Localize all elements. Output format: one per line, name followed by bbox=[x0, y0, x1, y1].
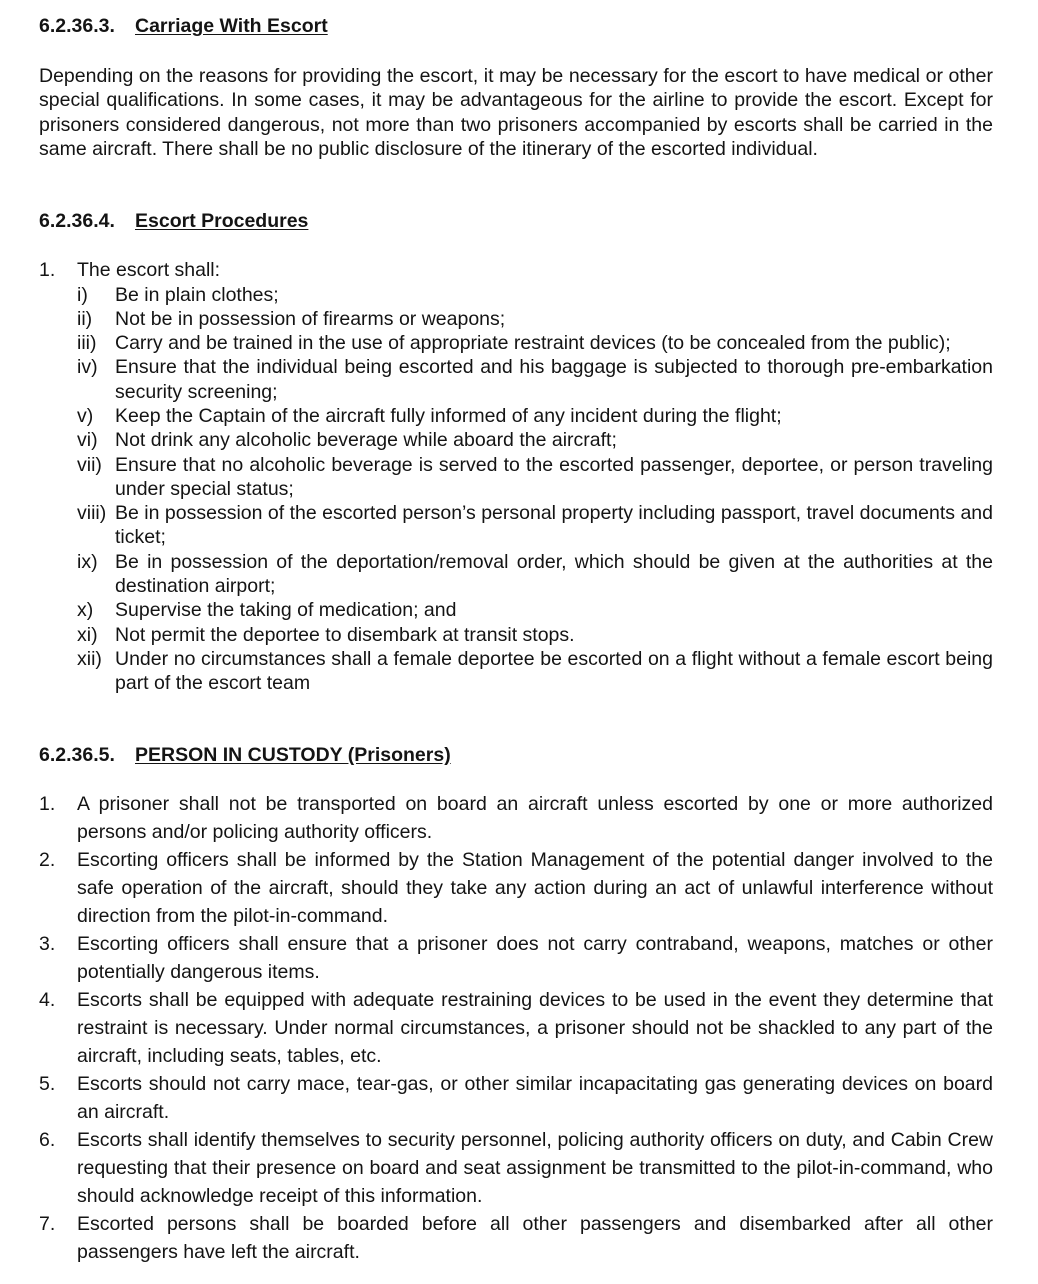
escort-requirement-item bbox=[77, 550, 993, 599]
list-item-number: ix) bbox=[77, 550, 98, 573]
list-item-number: iii) bbox=[77, 332, 97, 355]
list-item-number: iv) bbox=[77, 356, 98, 379]
escort-requirement-item bbox=[77, 647, 993, 696]
list-item-text: Escorted persons shall be boarded before all other passengers and disembarked after all other passengers have left the aircraft. bbox=[77, 1213, 993, 1263]
list-item-number: 3. bbox=[39, 933, 56, 955]
list-item-text: Be in possession of the escorted person’s personal property including passport, travel documents and ticket; bbox=[115, 502, 993, 549]
list-item-text: Supervise the taking of medication; and bbox=[115, 599, 457, 622]
section-title: Carriage With Escort bbox=[135, 15, 328, 37]
list-item-number: 2. bbox=[39, 849, 56, 871]
list-item-number: v) bbox=[77, 404, 94, 427]
custody-rules-list bbox=[39, 790, 993, 1266]
list-item-text: Not be in possession of firearms or weapons; bbox=[115, 307, 506, 330]
escort-requirement-item bbox=[77, 307, 993, 331]
list-item-text: Escorts should not carry mace, tear-gas, or other similar incapacitating gas generating devices on board an aircraft. bbox=[77, 1073, 993, 1123]
intro-text: The escort shall: bbox=[77, 259, 221, 281]
escort-requirement-item bbox=[77, 283, 993, 307]
section-title: PERSON IN CUSTODY (Prisoners) bbox=[135, 744, 451, 766]
list-item-text: Escorting officers shall ensure that a prisoner does not carry contraband, weapons, matches or other potentially dangerous items. bbox=[77, 933, 993, 983]
escort-requirement-item bbox=[77, 355, 993, 404]
list-number: 1. bbox=[39, 259, 56, 281]
list-item-number: 1. bbox=[39, 793, 56, 815]
escort-requirement-item bbox=[77, 428, 993, 452]
escort-requirement-item bbox=[77, 453, 993, 502]
section-number: 6.2.36.3. bbox=[39, 15, 115, 37]
list-item-text: Be in plain clothes; bbox=[115, 283, 279, 306]
section-number: 6.2.36.4. bbox=[39, 210, 115, 232]
list-item-text: A prisoner shall not be transported on board an aircraft unless escorted by one or more authorized persons and/or policing authority officers. bbox=[77, 793, 993, 843]
list-item-text: Escorts shall identify themselves to security personnel, policing authority officers on duty, and Cabin Crew requesting that their presence on board and seat assignment be transmitted to the pilot-in-command, who should acknowledge receipt of this information. bbox=[77, 1129, 993, 1207]
list-item-text: Carry and be trained in the use of appropriate restraint devices (to be concealed from the public); bbox=[115, 332, 951, 355]
list-item-number: xii) bbox=[77, 647, 102, 670]
list-item-number: xi) bbox=[77, 623, 98, 646]
list-item-number: 5. bbox=[39, 1073, 56, 1095]
list-item-number: viii) bbox=[77, 502, 107, 525]
list-item-number: 6. bbox=[39, 1129, 56, 1151]
list-item-text: Keep the Captain of the aircraft fully informed of any incident during the flight; bbox=[115, 404, 782, 427]
escort-procedures-intro bbox=[39, 258, 220, 282]
list-item-text: Be in possession of the deportation/removal order, which should be given at the authorities at the destination airport; bbox=[115, 550, 993, 598]
list-item-number: ii) bbox=[77, 307, 93, 330]
list-item-number: i) bbox=[77, 283, 88, 306]
section-heading-escort-procedures bbox=[39, 209, 308, 233]
list-item-text: Escorts shall be equipped with adequate restraining devices to be used in the event they determine that restraint is necessary. Under normal circumstances, a prisoner should not be shackled to any part of the aircraft, including seats, tables, etc. bbox=[77, 989, 993, 1067]
list-item-text: Ensure that no alcoholic beverage is served to the escorted passenger, deportee, or person traveling under special status; bbox=[115, 453, 993, 500]
custody-rule-item bbox=[39, 1210, 993, 1266]
carriage-paragraph: Depending on the reasons for providing the escort, it may be necessary for the escort to have medical or other special qualifications. In some cases, it may be advantageous for the airline to provide the escort. Except for prisoners considered dangerous, not more than two prisoners accompanied by escorts shall be carried in the same aircraft. There shall be no public disclosure of the itinerary of the escorted individual. bbox=[39, 65, 993, 160]
list-item-number: 7. bbox=[39, 1213, 56, 1235]
section-number: 6.2.36.5. bbox=[39, 744, 115, 766]
escort-requirement-item bbox=[77, 331, 993, 355]
list-item-number: vi) bbox=[77, 429, 98, 452]
list-item-text: Not permit the deportee to disembark at transit stops. bbox=[115, 623, 575, 646]
custody-rule-item bbox=[39, 1126, 993, 1210]
custody-rule-item bbox=[39, 790, 993, 846]
escort-requirement-item bbox=[77, 598, 993, 622]
custody-rule-item bbox=[39, 986, 993, 1070]
section-title: Escort Procedures bbox=[135, 210, 309, 232]
list-item-text: Escorting officers shall be informed by the Station Management of the potential danger involved to the safe operation of the aircraft, should they take any action during an act of unlawful interference without direction from the pilot-in-command. bbox=[77, 849, 993, 927]
escort-requirement-item bbox=[77, 404, 993, 428]
list-item-text: Under no circumstances shall a female deportee be escorted on a flight without a female escort being part of the escort team bbox=[115, 647, 993, 695]
section-heading-person-in-custody bbox=[39, 743, 451, 767]
list-item-number: vii) bbox=[77, 453, 102, 476]
list-item-number: 4. bbox=[39, 989, 56, 1011]
custody-rule-item bbox=[39, 1070, 993, 1126]
escort-requirement-item bbox=[77, 501, 993, 550]
custody-rule-item bbox=[39, 930, 993, 986]
list-item-number: x) bbox=[77, 599, 94, 622]
custody-rule-item bbox=[39, 846, 993, 930]
escort-requirement-item bbox=[77, 623, 993, 647]
list-item-text: Not drink any alcoholic beverage while aboard the aircraft; bbox=[115, 429, 617, 452]
section-heading-carriage-with-escort bbox=[39, 14, 328, 38]
escort-requirements-list bbox=[77, 283, 993, 696]
list-item-text: Ensure that the individual being escorted and his baggage is subjected to thorough pre-embarkation security screening; bbox=[115, 356, 993, 403]
